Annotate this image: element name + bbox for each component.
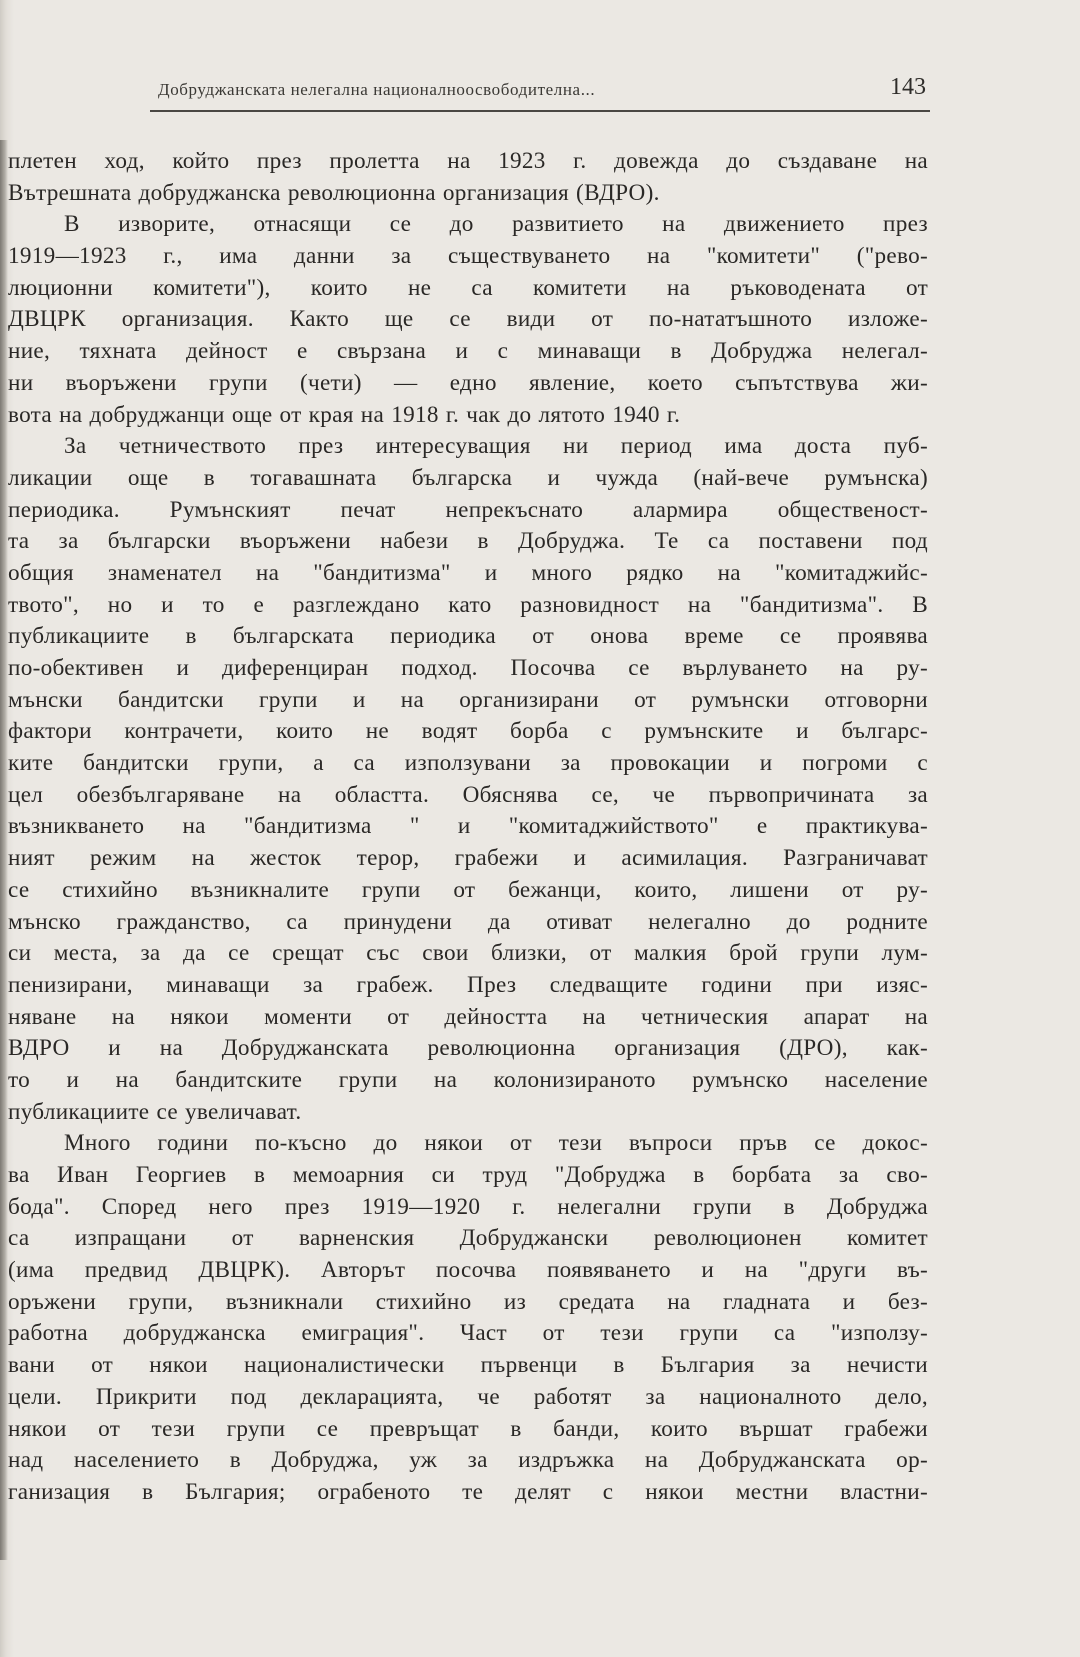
text-line: ният режим на жесток терор, грабежи и асимилация. Разграничават <box>8 845 928 872</box>
text-line: Вътрешната добруджанска революционна организация (ВДРО). <box>8 179 660 206</box>
text-line: Много години по-късно до някои от тези въпроси пръв се докос- <box>64 1130 928 1157</box>
text-line: оръжени групи, възникнали стихийно из средата на гладната и без- <box>8 1288 928 1315</box>
text-line: вота на добруджанци още от края на 1918 г. чак до лятото 1940 г. <box>8 401 681 428</box>
text-line: се стихийно възникналите групи от бежанци, които, лишени от ру- <box>8 876 928 903</box>
binding-shadow <box>0 140 8 1560</box>
header-rule <box>150 110 930 112</box>
text-line: ВДРО и на Добруджанската революционна организация (ДРО), как- <box>8 1035 928 1062</box>
text-line: ганизация в България; ограбеното те делят с някои местни властни- <box>8 1478 928 1505</box>
text-line: периодика. Румънският печат непрекъснато алармира общественост- <box>8 496 928 523</box>
text-line: плетен ход, който през пролетта на 1923 г. довежда до създаване на <box>8 148 928 174</box>
page-number: 143 <box>890 74 926 100</box>
text-line: люционни комитети"), които не са комитети на ръководената от <box>8 274 928 301</box>
text-line: бода". Според него през 1919—1920 г. нелегални групи в Добруджа <box>8 1193 928 1220</box>
text-line: работна добруджанска емиграция". Част от тези групи са "използу- <box>8 1320 928 1347</box>
text-line: мънско гражданство, са принудени да отиват нелегално до родните <box>8 908 928 935</box>
text-line: ние, тяхната дейност е свързана и с минаващи в Добруджа нелегал- <box>8 338 928 365</box>
text-line: В изворите, отнасящи се до развитието на движението през <box>64 211 928 238</box>
text-line: мънски бандитски групи и на организирани от румънски отговорни <box>8 686 928 713</box>
text-line: над населението в Добруджа, уж за издръжка на Добруджанската ор- <box>8 1447 928 1474</box>
body-text <box>8 146 928 1509</box>
text-line: цели. Прикрити под декларацията, че работят за националното дело, <box>8 1383 928 1410</box>
text-line: някои от тези групи се превръщат в банди, които вършат грабежи <box>8 1415 928 1442</box>
page-header <box>150 74 930 108</box>
text-line: публикациите в българската периодика от онова време се проявява <box>8 623 928 650</box>
text-line: ва Иван Георгиев в мемоарния си труд "Добруджа в борбата за сво- <box>8 1162 928 1188</box>
text-line: няване на някои моменти от дейността на четническия апарат на <box>8 1003 928 1030</box>
text-line: фактори контрачети, които не водят борба с румънските и българс- <box>8 718 928 745</box>
text-line: ни въоръжени групи (чети) — едно явление, което съпътствува жи- <box>8 369 928 396</box>
running-title: Добруджанската нелегална националноосвободителна... <box>158 80 596 99</box>
text-line: За четничеството през интересуващия ни период има доста пуб- <box>64 433 928 460</box>
text-line: вани от някои националистически първенци в България за нечисти <box>8 1352 928 1379</box>
text-line: общия знаменател на "бандитизма" и много рядко на "комитаджийс- <box>8 559 928 586</box>
text-line: ликации още в тогавашната българска и чужда (най-вече румънска) <box>8 464 928 491</box>
text-line: твото", но и то е разглеждано като разновидност на "бандитизма". В <box>8 591 928 618</box>
text-line: та за български въоръжени набези в Добруджа. Те са поставени под <box>8 528 928 555</box>
text-line: ДВЦРК организация. Както ще се види от по-нататъшното изложе- <box>8 306 928 333</box>
text-line: публикациите се увеличават. <box>8 1098 302 1125</box>
text-line: цел обезбългаряване на областта. Обяснява се, че първопричината за <box>8 781 928 808</box>
text-line: са изпращани от варненския Добруджански революционен комитет <box>8 1225 928 1252</box>
text-line: то и на бандитските групи на колонизираното румънско население <box>8 1066 928 1093</box>
text-line: (има предвид ДВЦРК). Авторът посочва появяването и на "други въ- <box>8 1257 928 1284</box>
text-line: възникването на "бандитизма " и "комитаджийството" е практикува- <box>8 813 928 840</box>
text-line: си места, за да се срещат със свои близки, от малкия брой групи лум- <box>8 940 928 967</box>
text-line: ките бандитски групи, а са използувани за провокации и погроми с <box>8 750 928 777</box>
text-line: пенизирани, минаващи за грабеж. През следващите години при изяс- <box>8 971 928 998</box>
text-line: 1919—1923 г., има данни за съществуването на "комитети" ("рево- <box>8 243 928 270</box>
text-line: по-обективен и диференциран подход. Посочва се върлуването на ру- <box>8 655 928 681</box>
